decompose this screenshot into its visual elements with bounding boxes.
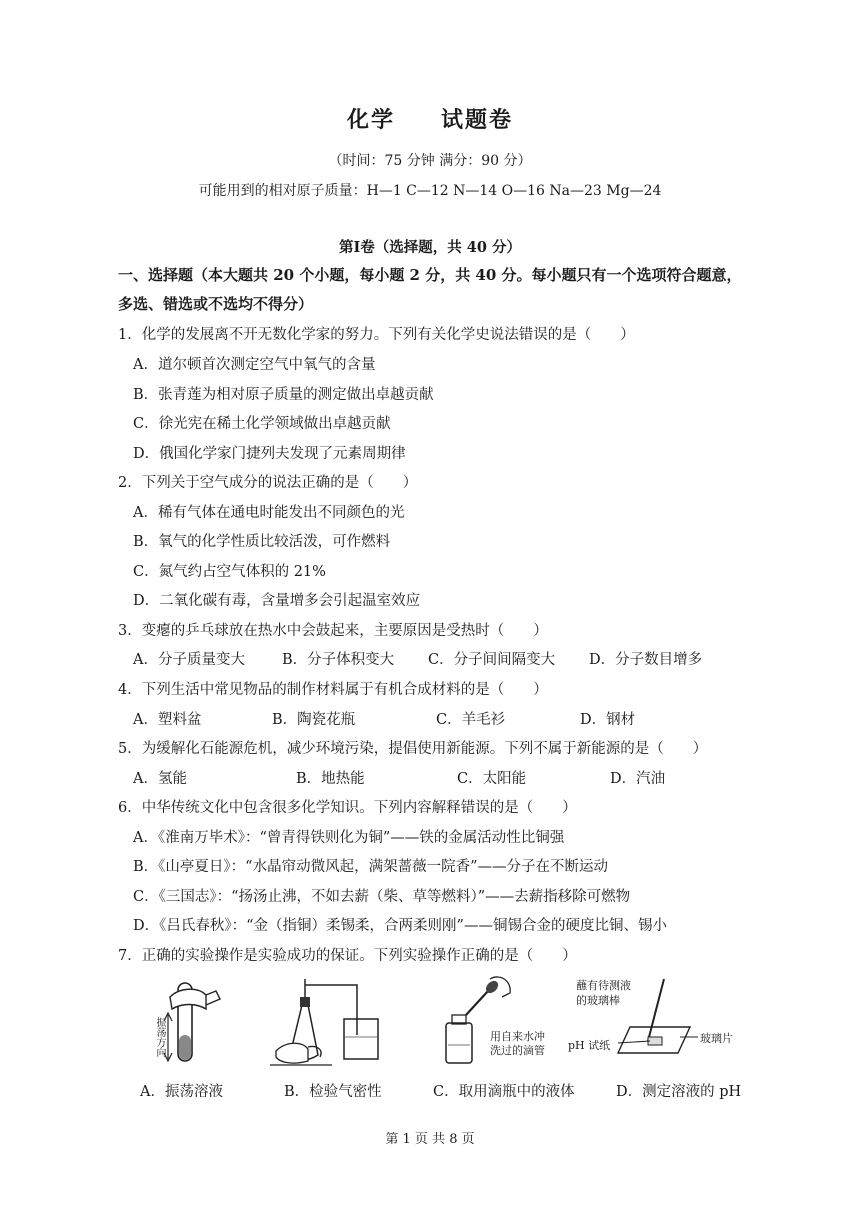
question-5-option-c: C．太阳能 bbox=[457, 771, 527, 787]
instruction-line-1: 一、选择题（本大题共 20 个小题，每小题 2 分，共 40 分。每小题只有一个选项符合题意， bbox=[118, 266, 742, 284]
time-info: （时间：75 分钟 满分：90 分） bbox=[328, 153, 532, 169]
question-4-stem: 4．下列生活中常见物品的制作材料属于有机合成材料的是（ ） bbox=[118, 682, 548, 698]
question-7-option-b: B．检验气密性 bbox=[284, 1084, 382, 1100]
question-1-option-c: C．徐光宪在稀土化学领域做出卓越贡献 bbox=[133, 416, 391, 432]
question-7-option-d: D．测定溶液的 pH bbox=[616, 1084, 742, 1100]
question-3-option-c: C．分子间间隔变大 bbox=[428, 652, 556, 668]
question-7-option-c: C．取用滴瓶中的液体 bbox=[433, 1084, 575, 1100]
question-1-option-a: A．道尔顿首次测定空气中氧气的含量 bbox=[133, 357, 376, 373]
question-2-option-c: C．氮气约占空气体积的 21% bbox=[133, 564, 326, 580]
question-5-option-b: B．地热能 bbox=[296, 771, 365, 787]
question-3-option-b: B．分子体积变大 bbox=[282, 652, 395, 668]
question-1-option-d: D．俄国化学家门捷列夫发现了元素周期律 bbox=[133, 446, 406, 462]
question-7-option-a: A．振荡溶液 bbox=[140, 1084, 223, 1100]
page-footer: 第 1 页 共 8 页 bbox=[385, 1132, 475, 1147]
question-1-stem: 1．化学的发展离不开无数化学家的努力。下列有关化学史说法错误的是（ ） bbox=[118, 327, 635, 343]
question-5-stem: 5．为缓解化石能源危机，减少环境污染，提倡使用新能源。下列不属于新能源的是（ ） bbox=[118, 741, 708, 757]
instruction-line-2: 多选、错选或不选均不得分） bbox=[118, 295, 314, 313]
rod-note-line-1: 蘸有待测液 bbox=[576, 979, 631, 992]
section-title: 第Ⅰ卷（选择题，共 40 分） bbox=[338, 239, 522, 256]
question-4-option-a: A．塑料盆 bbox=[133, 712, 202, 728]
question-4-option-c: C．羊毛衫 bbox=[436, 712, 506, 728]
question-6-option-a: A．《淮南万毕术》：“曾青得铁则化为铜”——铁的金属活动性比铜强 bbox=[133, 830, 565, 846]
question-3-option-d: D．分子数目增多 bbox=[589, 652, 703, 668]
figure-shake-solution bbox=[150, 975, 240, 1070]
question-2-option-b: B．氧气的化学性质比较活泼，可作燃料 bbox=[133, 534, 391, 550]
question-6-option-b: B．《山亭夏日》：“水晶帘动微风起，满架蔷薇一院香”——分子在不断运动 bbox=[133, 859, 608, 875]
figure-ph-test bbox=[568, 975, 758, 1070]
shake-direction-label: 振荡方向 bbox=[154, 1017, 165, 1057]
question-4-option-d: D．钢材 bbox=[580, 712, 636, 728]
question-5-option-a: A．氢能 bbox=[133, 771, 187, 787]
dropper-note-line-1: 用自来水冲 bbox=[490, 1030, 545, 1043]
question-6-stem: 6．中华传统文化中包含很多化学知识。下列内容解释错误的是（ ） bbox=[118, 800, 577, 816]
question-3-stem: 3．变瘪的乒乓球放在热水中会鼓起来，主要原因是受热时（ ） bbox=[118, 623, 548, 639]
atomic-masses: 可能用到的相对原子质量：H—1 C—12 N—14 O—16 Na—23 Mg—24 bbox=[198, 183, 662, 199]
title-subject: 化学 bbox=[346, 107, 395, 133]
glass-plate-label: 玻璃片 bbox=[700, 1032, 733, 1045]
figure-airtightness-check bbox=[262, 975, 392, 1070]
question-5-option-d: D．汽油 bbox=[610, 771, 666, 787]
question-1-option-b: B．张青莲为相对原子质量的测定做出卓越贡献 bbox=[133, 387, 434, 403]
question-6-option-d: D．《吕氏春秋》：“金（指铜）柔锡柔，合两柔则刚”——铜锡合金的硬度比铜、锡小 bbox=[133, 918, 667, 934]
ph-paper-label: pH 试纸 bbox=[568, 1039, 611, 1052]
exam-title bbox=[0, 103, 860, 134]
question-2-stem: 2．下列关于空气成分的说法正确的是（ ） bbox=[118, 475, 418, 491]
question-2-option-d: D．二氧化碳有毒，含量增多会引起温室效应 bbox=[133, 593, 421, 609]
question-4-option-b: B．陶瓷花瓶 bbox=[272, 712, 356, 728]
question-3-option-a: A．分子质量变大 bbox=[133, 652, 245, 668]
question-7-stem: 7．正确的实验操作是实验成功的保证。下列实验操作正确的是（ ） bbox=[118, 948, 577, 964]
title-paper: 试题卷 bbox=[441, 107, 514, 133]
figure-dropper-bottle bbox=[440, 975, 545, 1070]
question-2-option-a: A．稀有气体在通电时能发出不同颜色的光 bbox=[133, 505, 405, 521]
dropper-note-line-2: 洗过的滴管 bbox=[490, 1044, 545, 1057]
rod-note-line-2: 的玻璃棒 bbox=[576, 994, 620, 1007]
question-6-option-c: C．《三国志》：“扬汤止沸，不如去薪（柴、草等燃料）”——去薪指移除可燃物 bbox=[133, 889, 631, 905]
